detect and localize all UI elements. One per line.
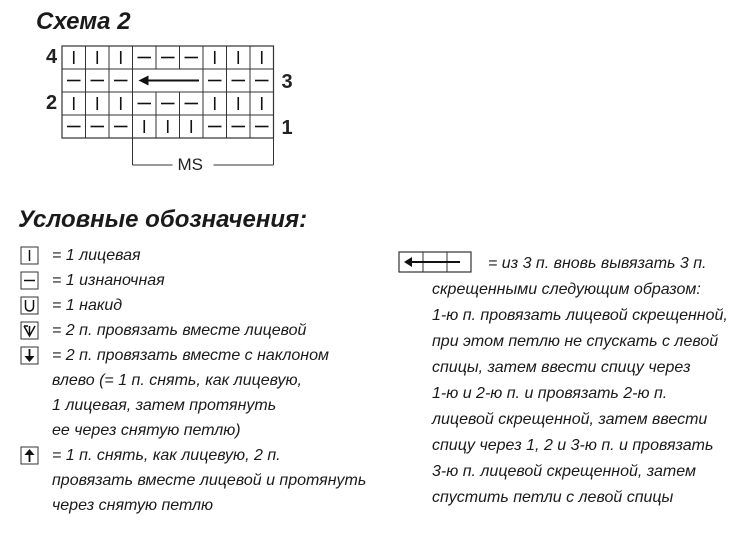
legend-item — [18, 293, 388, 318]
chart-grid — [36, 42, 326, 182]
row-number-left: 4 — [46, 46, 58, 68]
legend-item — [18, 318, 388, 343]
cross-3-stitches-icon — [398, 251, 472, 273]
cross-legend-first-line: = из 3 п. вновь вывязать 3 п. — [488, 255, 707, 272]
k2tog-icon — [20, 321, 39, 340]
purl-stitch-icon — [20, 271, 39, 290]
legend-item-text: = 2 п. провязать вместе с наклоном влево (= 1 п. снять, как лицевую, 1 лицевая, затем протянуть ее через снятую петлю) — [52, 347, 329, 439]
cross-stitch-legend — [398, 251, 753, 511]
legend-item — [18, 443, 388, 518]
legend-title: Условные обозначения: — [18, 206, 308, 233]
legend-item-text: = 2 п. провязать вместе лицевой — [52, 322, 307, 339]
legend-item — [18, 268, 388, 293]
knit-stitch-icon — [20, 246, 39, 265]
row-number-right: 1 — [281, 117, 293, 139]
yarn-over-icon — [20, 296, 39, 315]
legend-item — [18, 343, 388, 443]
legend-item-text: = 1 п. снять, как лицевую, 2 п. провязать вместе лицевой и протянуть через снятую петлю — [52, 447, 367, 514]
legend-item-text: = 1 накид — [52, 297, 123, 314]
legend-list — [18, 243, 388, 518]
skp-icon — [20, 446, 39, 465]
cross-legend-description: скрещенными следующим образом: 1-ю п. провязать лицевой скрещенной, при этом петлю не спускать с левой спицы, затем ввести спицу через 1-ю и 2-ю п. и провязать 2-ю п. лицевой скрещенной, затем ввести спицу через 1, 2 и 3-ю п. и провязать 3-ю п. лицевой скрещенной, затем спустить петли с левой спицы — [432, 281, 728, 506]
ssk-icon — [20, 346, 39, 365]
row-number-right: 3 — [281, 71, 293, 93]
row-number-left: 2 — [46, 92, 58, 114]
scheme-title: Схема 2 — [36, 8, 131, 35]
legend-item-text: = 1 изнаночная — [52, 272, 165, 289]
knitting-chart — [36, 42, 326, 182]
legend-item — [18, 243, 388, 268]
legend-item-text: = 1 лицевая — [52, 247, 141, 264]
repeat-label: MS — [177, 155, 203, 174]
